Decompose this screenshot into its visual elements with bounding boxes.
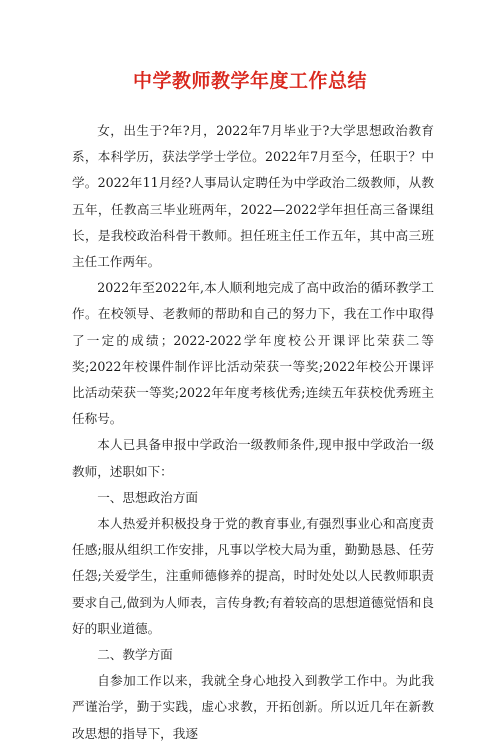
paragraph-achievements: 2022年至2022年,本人顺利地完成了高中政治的循环教学工作。在校领导、老教师的帮助和自己的努力下，我在工作中取得了一定的成绩；2022-2022学年度校公开课评比荣获二等奖;2022年校课件制作评比活动荣获一等奖;2022年校公开课评比活动荣获一等奖;2022年年度考核优秀;连续五年获校优秀班主任称号。	[72, 280, 434, 427]
section-heading-ideology: 一、思想政治方面	[97, 489, 198, 505]
paragraph-intro: 女，出生于?年?月，2022年7月毕业于?大学思想政治教育系，本科学历，获法学学士学位。2022年7月至今，任职于？中学。2022年11月经?人事局认定聘任为中学政治二级教师，从教五年，任教高三毕业班两年，2022—2022学年担任高三备课组长，是我校政治科骨干教师。担任班主任工作五年，其中高三班主任工作两年。	[72, 123, 434, 270]
document-title: 中学教师教学年度工作总结	[132, 70, 367, 92]
document-body	[72, 118, 434, 747]
section-heading-teaching: 二、教学方面	[97, 647, 173, 663]
paragraph-application: 本人已具备申报中学政治一级教师条件,现申报中学政治一级教师，述职如下：	[72, 437, 434, 479]
paragraph-teaching: 自参加工作以来，我就全身心地投入到教学工作中。为此我严谨治学，勤于实践，虚心求教，开拓创新。所以近几年在新教改思想的指导下，我逐	[72, 673, 434, 741]
paragraph-ideology: 本人热爱并积极投身于党的教育事业,有强烈事业心和高度责任感;服从组织工作安排，凡事以学校大局为重，勤勤恳恳、任劳任怨;关爱学生，注重师德修养的提高，时时处处以人民教师职责要求自己,做到为人师表，言传身教;有着较高的思想道德觉悟和良好的职业道德。	[72, 516, 434, 636]
